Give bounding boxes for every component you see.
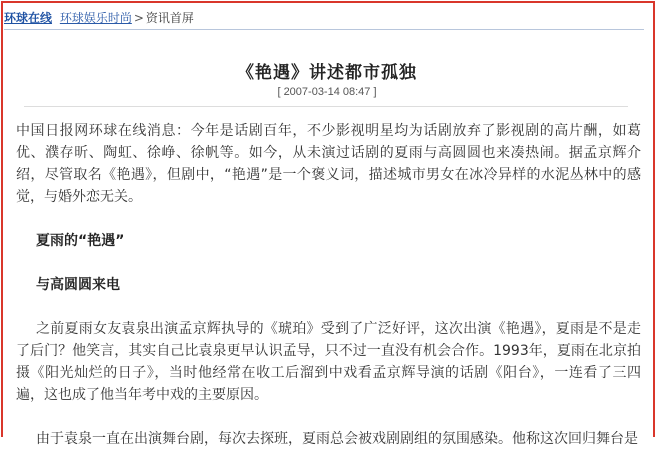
article-title: 《艳遇》讲述都市孤独 (237, 63, 417, 83)
breadcrumb-separator (54, 11, 58, 25)
article-paragraph: 中国日报网环球在线消息：今年是话剧百年，不少影视明星均为话剧放弃了影视剧的高片酬，如葛优、濮存昕、陶虹、徐峥、徐帆等。如今，从未演过话剧的夏雨与高圆圆也来凑热闹。据孟京辉介绍，尽管取名《艳遇》，但剧中，“艳遇”是一个褒义词，描述城市男女在冰冷异样的水泥丛林中的感觉，与婚外恋无关。 (16, 123, 641, 205)
article-paragraph: 之前夏雨女友袁泉出演孟京辉执导的《琥珀》受到了广泛好评，这次出演《艳遇》，夏雨是不是走了后门？他笑言，其实自己比袁泉更早认识孟导，只不过一直没有机会合作。1993年，夏雨在北京拍摄《阳光灿烂的日子》，当时他经常在收工后溜到中戏看孟京辉导演的话剧《阳台》，一连看了三四遍，这也成了他当年考中戏的主要原因。 (16, 321, 641, 403)
breadcrumb-divider (4, 29, 644, 30)
breadcrumb (4, 9, 194, 27)
article-subheading: 与高圆圆来电 (36, 277, 120, 293)
breadcrumb-current: 资讯首屏 (145, 11, 194, 25)
breadcrumb-link-section[interactable]: 环球娱乐时尚 (59, 11, 132, 25)
article-subheading: 夏雨的“艳遇” (36, 233, 125, 249)
title-divider (24, 106, 628, 107)
article-date: [ 2007-03-14 08:47 ] (277, 86, 377, 98)
article-body (16, 120, 641, 450)
breadcrumb-link-site[interactable]: 环球在线 (4, 11, 53, 25)
article-paragraph: 由于袁泉一直在出演舞台剧，每次去探班，夏雨总会被戏剧剧组的氛围感染。他称这次回归舞台是 (36, 431, 638, 447)
breadcrumb-separator: > (133, 11, 144, 25)
